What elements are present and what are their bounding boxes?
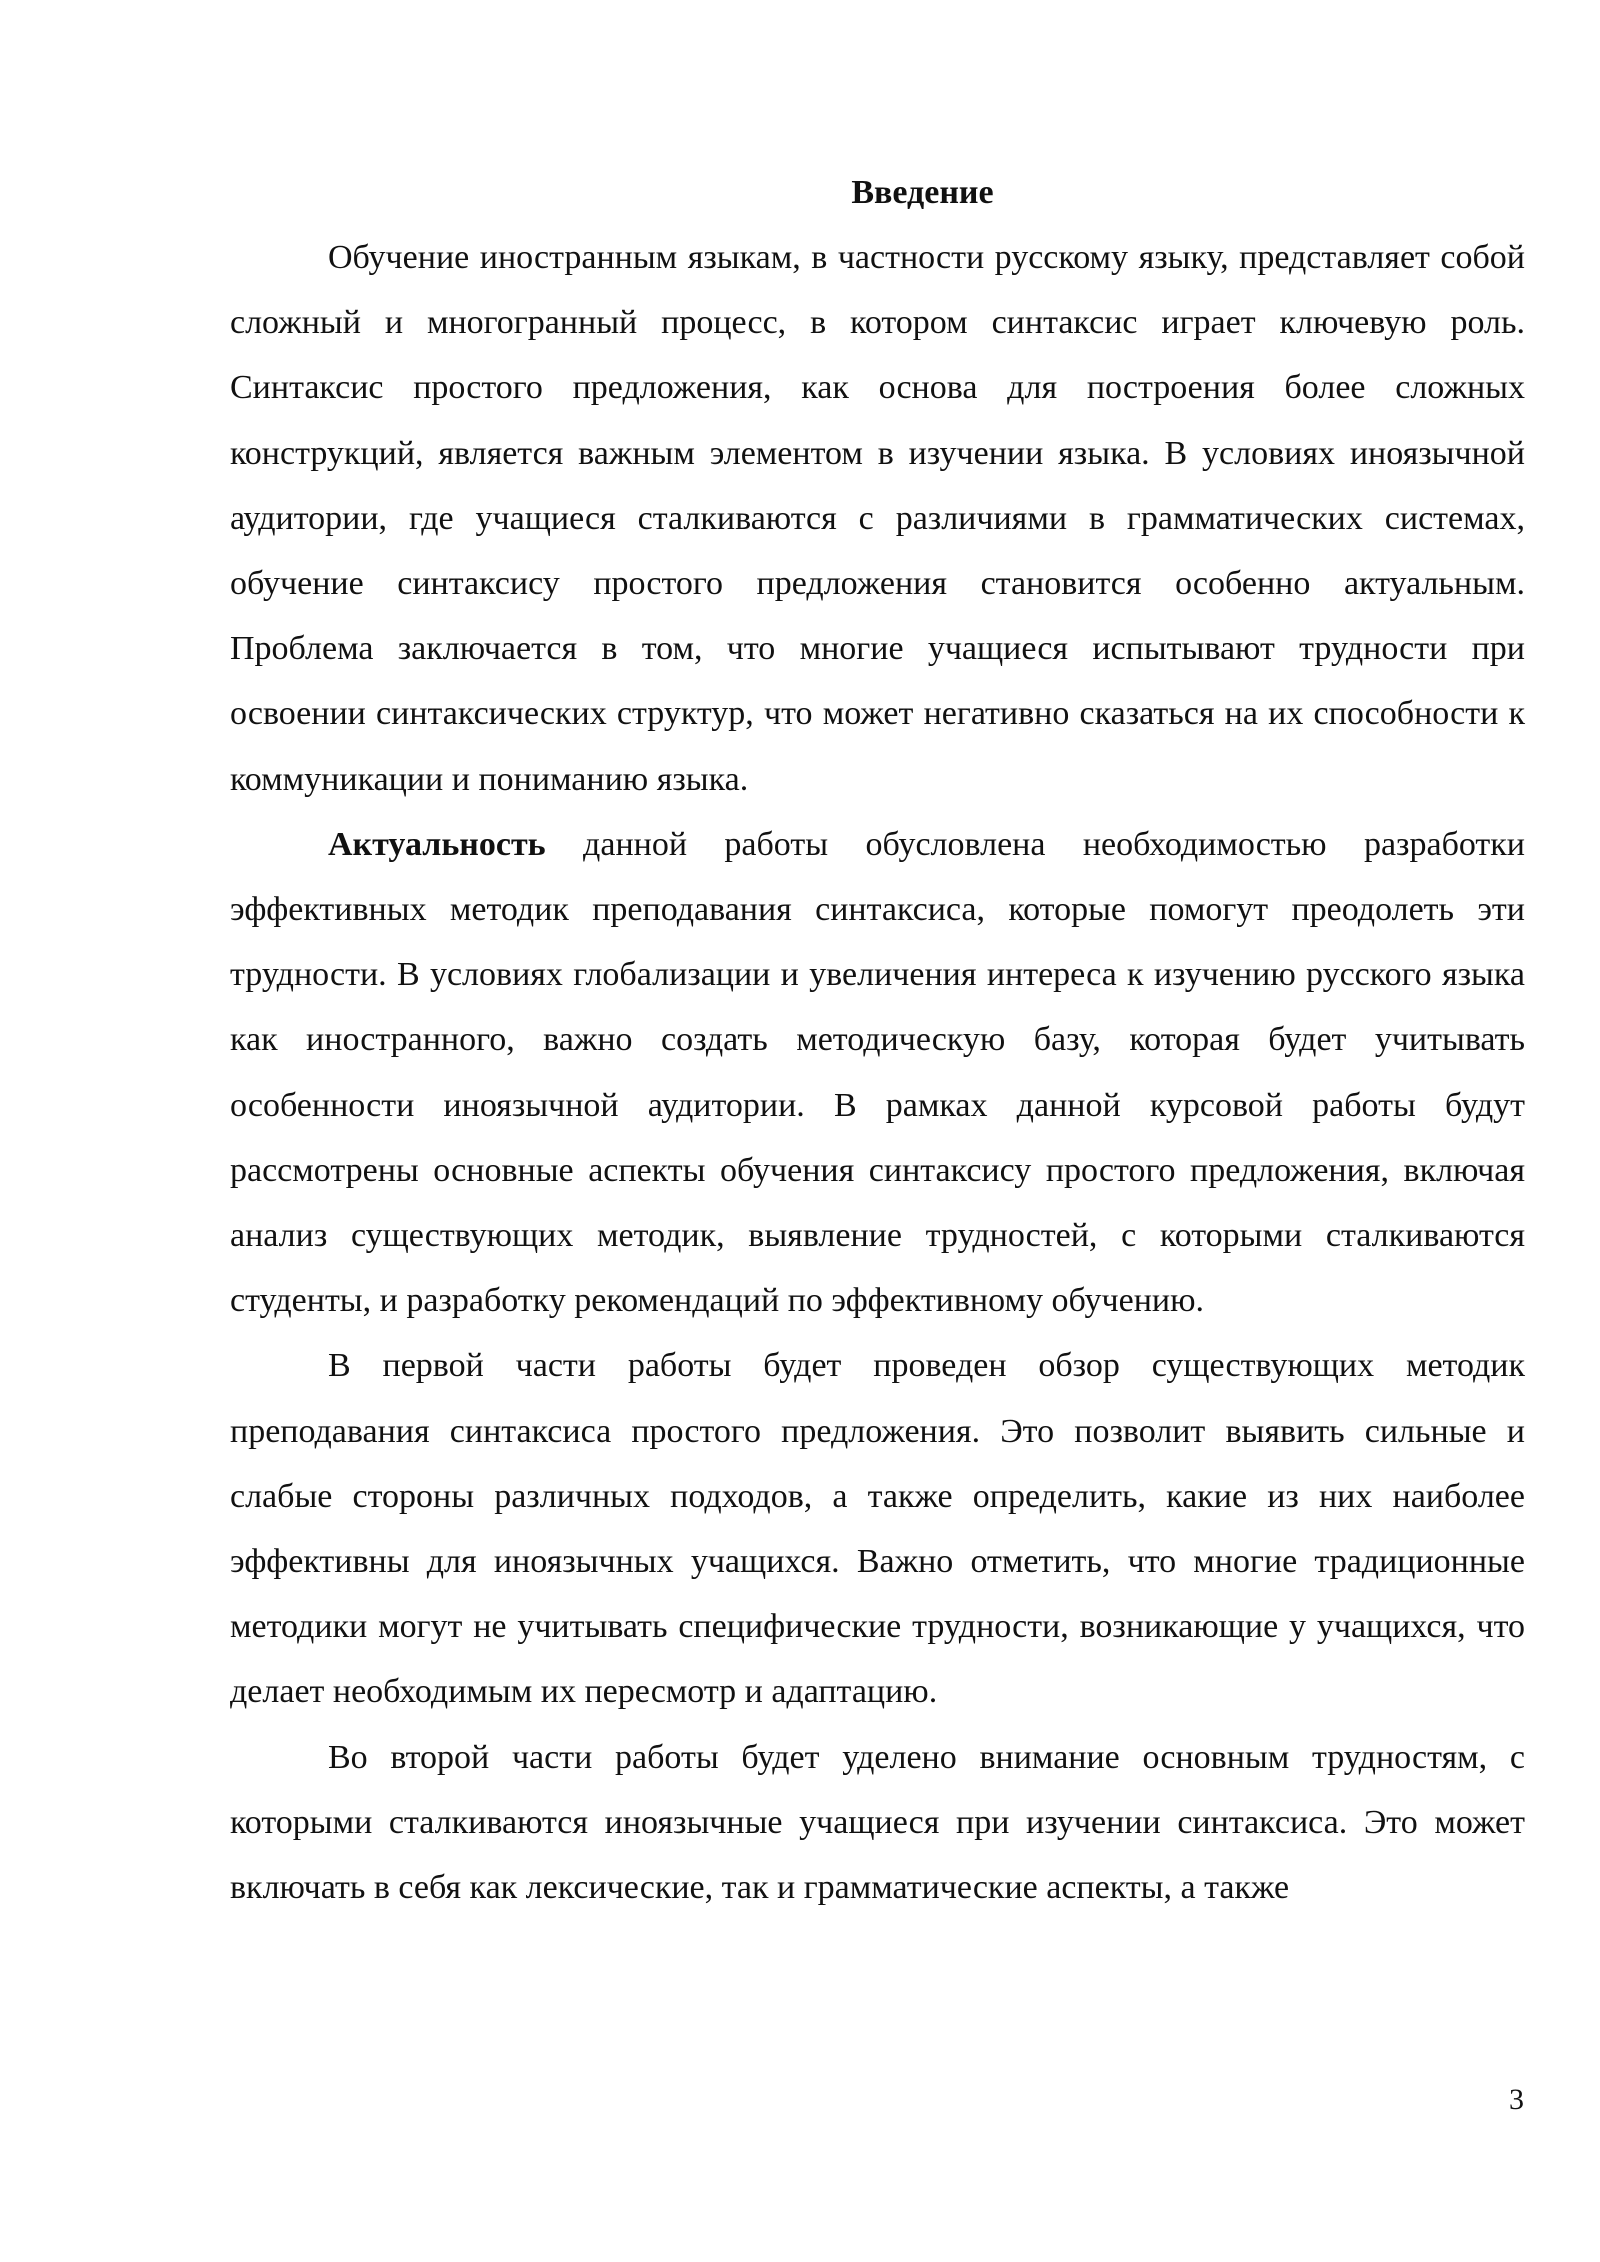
- paragraph-2: [230, 812, 1525, 1334]
- page-number: 3: [1509, 2083, 1524, 2116]
- section-title: Введение: [851, 174, 994, 211]
- paragraph-3-text: В первой части работы будет проведен обзор существующих методик преподавания синтаксиса простого предложения. Это позволит выявить сильные и слабые стороны различных подходов, а также определить, какие из них наиболее эффективны для иноязычных учащихся. Важно отметить, что многие традиционные методики могут не учитывать специфические трудности, возникающие у учащихся, что делает необходимым их пересмотр и адаптацию.: [230, 1347, 1525, 1711]
- paragraph-2-text: данной работы обусловлена необходимостью разработки эффективных методик преподавания синтаксиса, которые помогут преодолеть эти трудности. В условиях глобализации и увеличения интереса к изучению русского языка как иностранного, важно создать методическую базу, которая будет учитывать особенности иноязычной аудитории. В рамках данной курсовой работы будут рассмотрены основные аспекты обучения синтаксису простого предложения, включая анализ существующих методик, выявление трудностей, с которыми сталкиваются студенты, и разработку рекомендаций по эффективному обучению.: [230, 825, 1525, 1320]
- document-body: [230, 160, 1525, 1920]
- paragraph-1-text: Обучение иностранным языкам, в частности русскому языку, представляет собой сложный и многогранный процесс, в котором синтаксис играет ключевую роль. Синтаксис простого предложения, как основа для построения более сложных конструкций, является важным элементом в изучении языка. В условиях иноязычной аудитории, где учащиеся сталкиваются с различиями в грамматических системах, обучение синтаксису простого предложения становится особенно актуальным. Проблема заключается в том, что многие учащиеся испытывают трудности при освоении синтаксических структур, что может негативно сказаться на их способности к коммуникации и пониманию языка.: [230, 239, 1525, 798]
- relevance-term: Актуальность: [328, 825, 546, 863]
- paragraph-4: [230, 1725, 1525, 1921]
- paragraph-1: [230, 225, 1525, 812]
- paragraph-4-text: Во второй части работы будет уделено внимание основным трудностям, с которыми сталкиваются иноязычные учащиеся при изучении синтаксиса. Это может включать в себя как лексические, так и грамматические аспекты, а также: [230, 1738, 1525, 1907]
- paragraph-3: [230, 1333, 1525, 1724]
